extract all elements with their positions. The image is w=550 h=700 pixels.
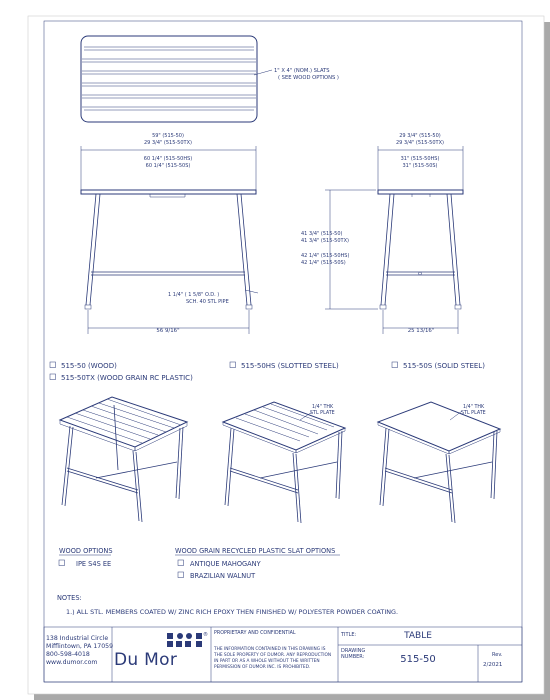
slats-note-line-1: 1" X 4" (NOM.) SLATS [274, 68, 330, 74]
address-website: www.dumor.com [46, 659, 98, 666]
front-base-width: 56 9/16" [156, 328, 180, 334]
plastic-options-title: WOOD GRAIN RECYCLED PLASTIC SLAT OPTIONS [175, 547, 336, 555]
front-width-3: 60 1/4" (515-50HS) [143, 156, 193, 162]
rev-label: Rev. [492, 652, 503, 658]
front-width-1: 59" (515-50) [152, 133, 184, 139]
pipe-note-line-2: SCH. 40 STL PIPE [186, 299, 229, 305]
solid-plate-note-2: STL PLATE [461, 411, 486, 416]
wood-options-title: WOOD OPTIONS [59, 547, 113, 555]
side-height-2: 41 3/4" (515-50TX) [301, 238, 349, 244]
title-value: TABLE [404, 631, 432, 641]
model-wood-label: 515-50 (WOOD) [61, 362, 117, 370]
note-1: 1.) ALL STL. MEMBERS COATED W/ ZINC RICH EPOXY THEN FINISHED W/ POLYESTER POWDER COATING. [66, 608, 398, 616]
front-width-2: 29 3/4" (515-50TX) [144, 140, 192, 146]
drawing-label: DRAWING [341, 648, 366, 654]
rev-date: 2/2021 [483, 662, 503, 668]
address-phone: 800-598-4018 [46, 651, 90, 658]
title-label: TITLE: [341, 632, 357, 638]
slotted-plate-note-1: 1/4" THK [312, 405, 334, 410]
side-height-4: 42 1/4" (515-50S) [301, 260, 346, 266]
proprietary-line-4: PERMISSION OF DUMOR INC. IS PROHIBITED. [214, 665, 311, 670]
wood-option-ipe: IPE S4S EE [76, 560, 112, 568]
proprietary-line-1: THE INFORMATION CONTAINED IN THIS DRAWING IS [214, 647, 326, 652]
slats-note-line-2: ( SEE WOOD OPTIONS ) [278, 75, 339, 81]
side-base-width: 25 13/16" [407, 328, 435, 334]
model-wood-grain-label: 515-50TX (WOOD GRAIN RC PLASTIC) [61, 374, 193, 382]
side-width-2: 29 3/4" (515-50TX) [396, 140, 444, 146]
pipe-note-line-1: 1 1/4" ( 1 5/8" O.D. ) [168, 292, 220, 298]
logo-registered: ® [203, 632, 208, 638]
address-line-1: 138 Industrial Circle [46, 635, 109, 642]
side-height-3: 42 1/4" (515-50HS) [301, 253, 350, 259]
page [28, 16, 544, 694]
plastic-option-mahogany: ANTIQUE MAHOGANY [190, 560, 261, 568]
model-solid-label: 515-50S (SOLID STEEL) [403, 362, 485, 370]
plastic-option-walnut: BRAZILIAN WALNUT [190, 572, 256, 580]
logo-text: Du Mor [114, 650, 178, 670]
address-line-2: Mifflintown, PA 17059 [46, 643, 114, 650]
slotted-plate-note-2: STL PLATE [310, 411, 335, 416]
side-width-1: 29 3/4" (515-50) [399, 133, 441, 139]
proprietary-line-2: THE SOLE PROPERTY OF DUMOR. ANY REPRODUCTION [214, 653, 332, 658]
side-height-1: 41 3/4" (515-50) [301, 231, 343, 237]
drawing-number: 515-50 [400, 654, 436, 665]
front-width-4: 60 1/4" (515-50S) [145, 163, 191, 169]
side-width-3: 31" (515-50HS) [400, 156, 440, 162]
proprietary-line-3: IN PART OR AS A WHOLE WITHOUT THE WRITTEN [214, 659, 320, 664]
solid-plate-note-1: 1/4" THK [463, 405, 485, 410]
proprietary-title: PROPRIETARY AND CONFIDENTIAL [214, 631, 296, 636]
notes-title: NOTES: [57, 594, 82, 602]
number-label: NUMBER: [341, 654, 365, 660]
side-width-4: 31" (515-50S) [402, 163, 438, 169]
model-slotted-label: 515-50HS (SLOTTED STEEL) [241, 362, 339, 370]
